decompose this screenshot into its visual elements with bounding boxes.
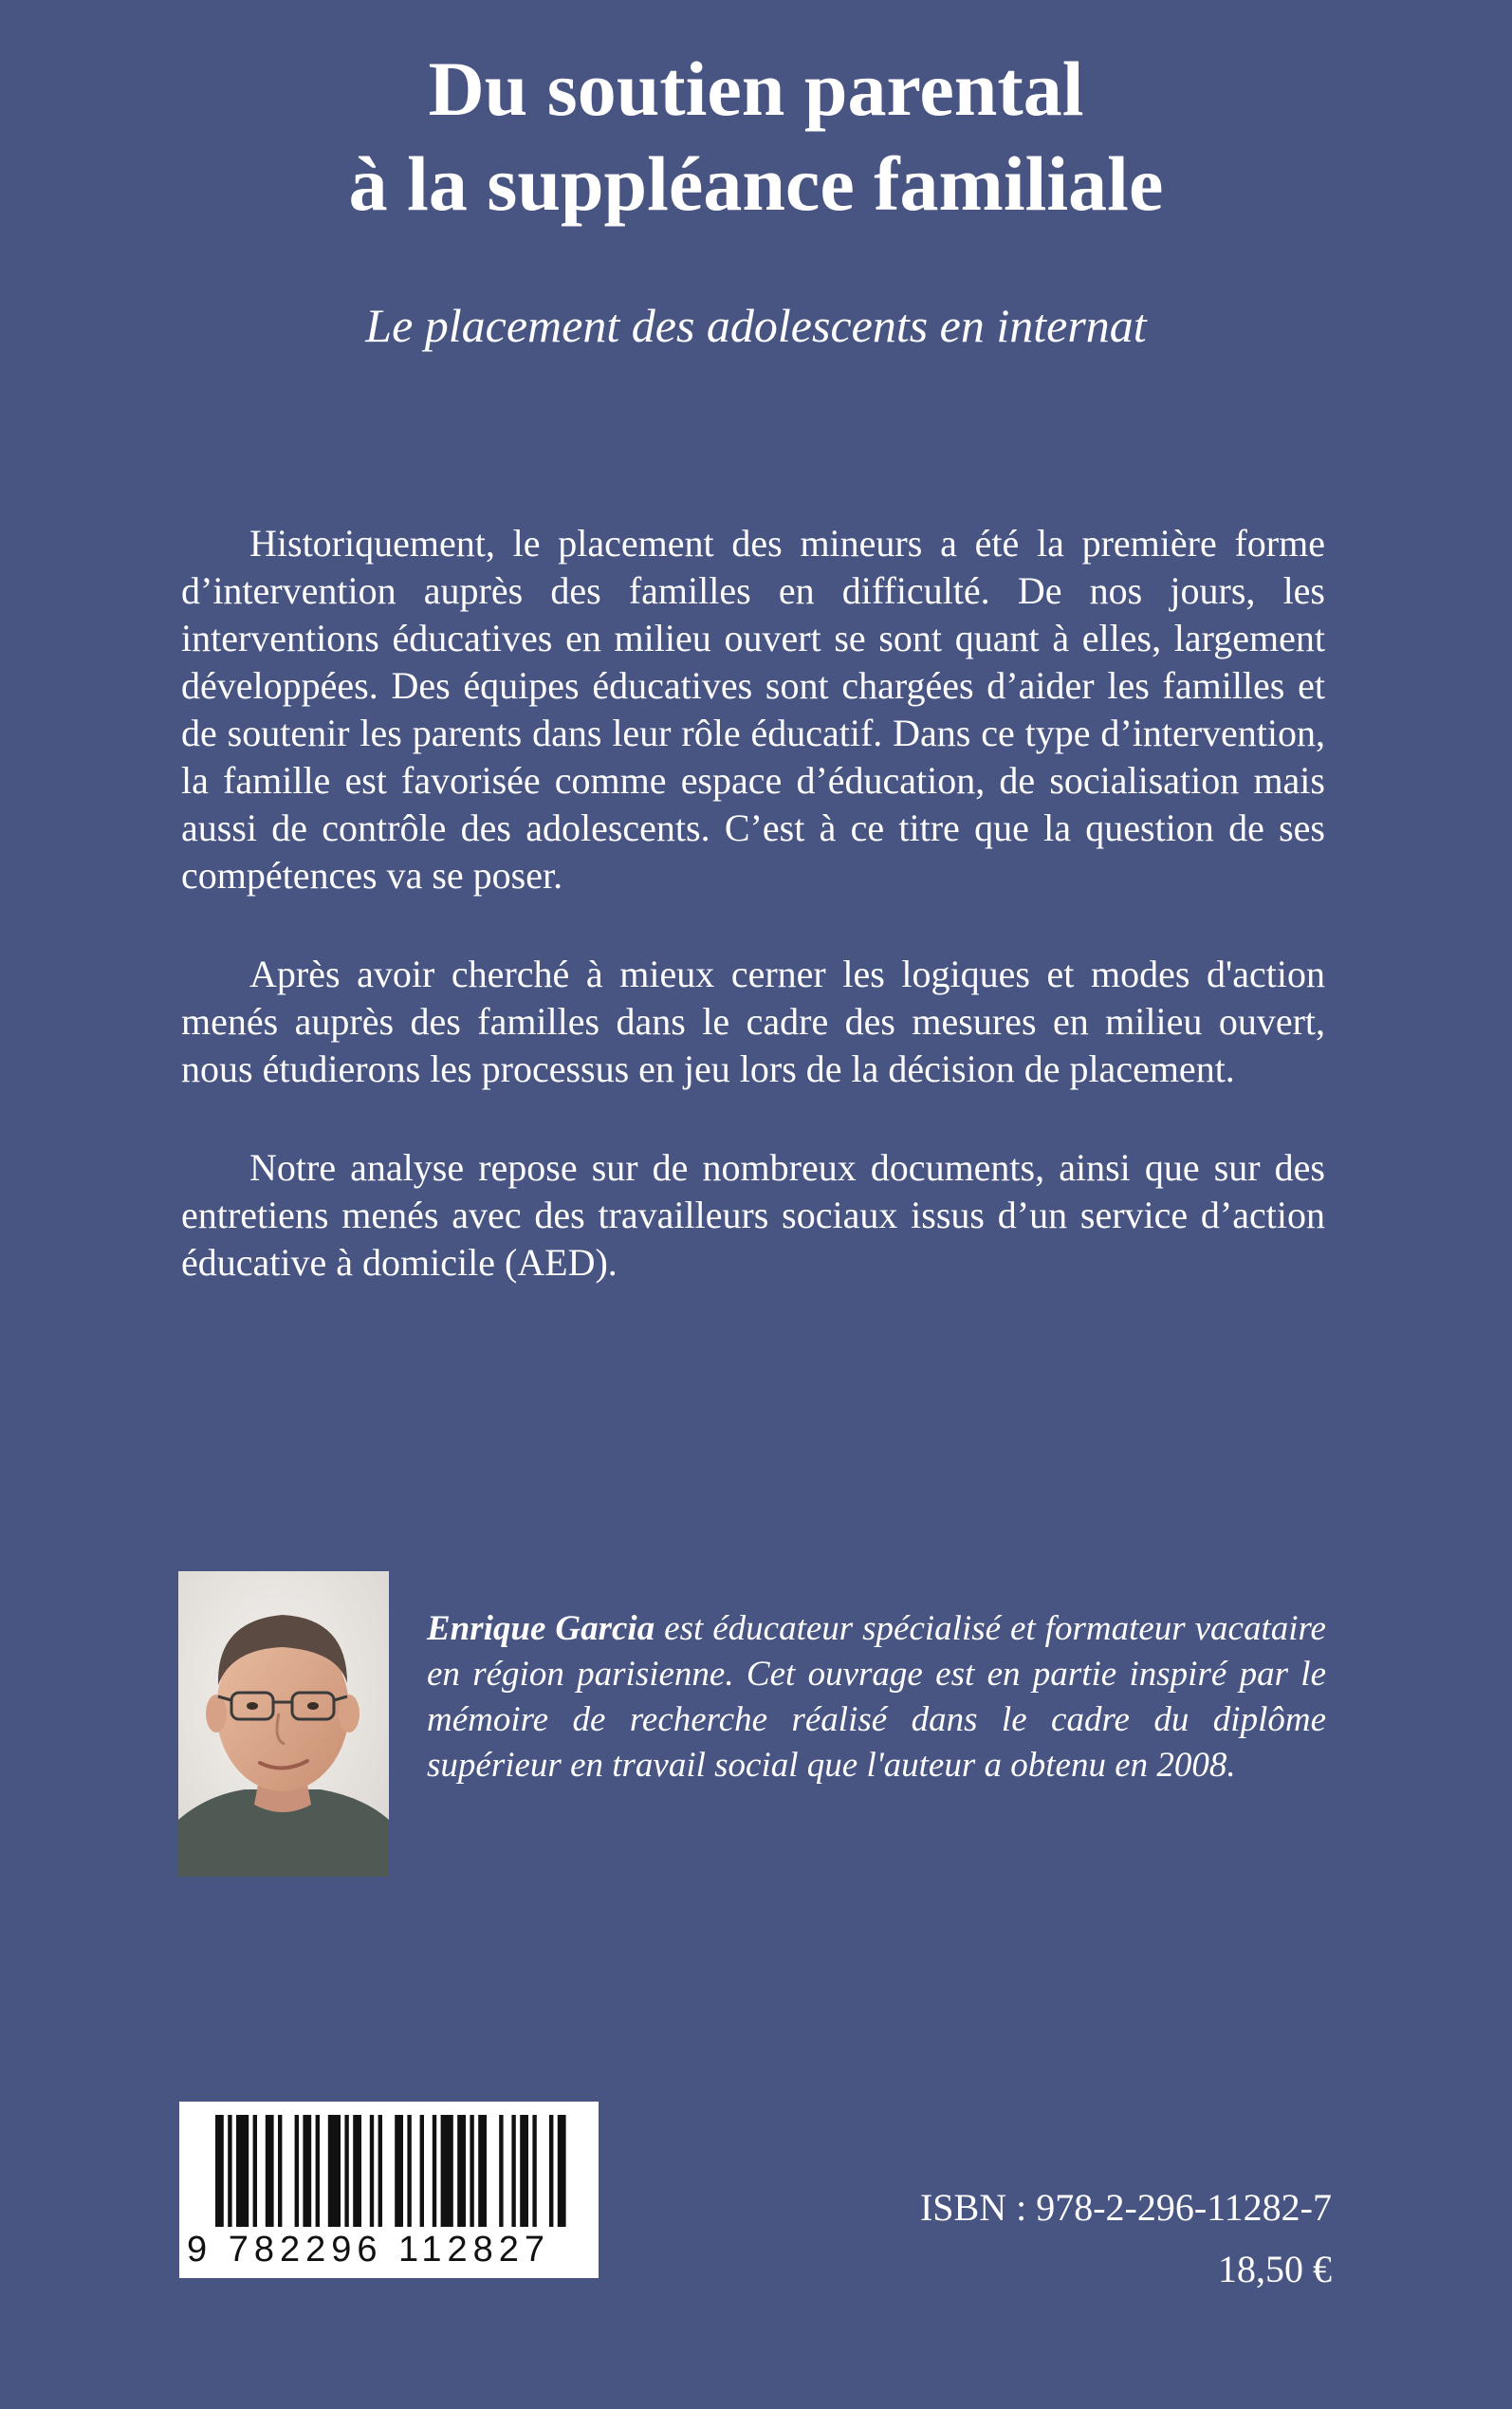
- book-title-line1: Du soutien parental: [428, 46, 1084, 132]
- barcode-bar: [395, 2115, 403, 2227]
- barcode-bar: [407, 2115, 411, 2227]
- barcode-bar: [316, 2115, 320, 2227]
- barcode-bar: [236, 2115, 249, 2227]
- barcode-bar: [433, 2115, 436, 2227]
- barcode-bar: [295, 2115, 299, 2227]
- book-title: [0, 42, 1512, 232]
- barcode-bar: [478, 2115, 487, 2227]
- barcode-bar: [511, 2115, 515, 2227]
- isbn-label: ISBN : 978-2-296-11282-7: [919, 2186, 1332, 2229]
- summary-paragraph: Historiquement, le placement des mineurs a été la première forme d’intervention auprès des familles en difficulté. De nos jours, les interventions éducatives en milieu ouvert se sont quant à elles, largement développées. Des équipes éducatives sont chargées d’aider les familles et de soutenir les parents dans leur rôle éducatif. Dans ce type d’intervention, la famille est favorisée comme espace d’éducation, de socialisation mais aussi de contrôle des adolescents. C’est à ce titre que la question de ses compétences va se poser.: [181, 522, 1325, 897]
- barcode-bar: [266, 2115, 274, 2227]
- barcode-bar: [370, 2115, 374, 2227]
- price-label: 18,50 €: [1218, 2248, 1332, 2290]
- book-subtitle: Le placement des adolescents en internat: [365, 299, 1147, 352]
- barcode-bar: [549, 2115, 553, 2227]
- barcode-bar: [441, 2115, 453, 2227]
- barcode: [179, 2102, 599, 2278]
- barcode-bar: [215, 2115, 224, 2227]
- summary-text: [181, 520, 1325, 1338]
- author-portrait-image: [178, 1571, 389, 1877]
- barcode-bar: [378, 2115, 382, 2227]
- author-bio: [427, 1606, 1326, 1788]
- author-name: Enrique Garcia: [427, 1609, 655, 1648]
- barcode-digits: 9 782296 112827: [187, 2230, 551, 2270]
- barcode-bar: [344, 2115, 348, 2227]
- barcode-bar: [303, 2115, 311, 2227]
- barcode-bar: [470, 2115, 473, 2227]
- book-title-line2: à la suppléance familiale: [348, 140, 1164, 227]
- barcode-bar: [532, 2115, 536, 2227]
- barcode-bar: [228, 2115, 231, 2227]
- summary-paragraph: Notre analyse repose sur de nombreux documents, ainsi que sur des entretiens menés avec des travailleurs sociaux issus d’un service d’action éducative à domicile (AED).: [181, 1146, 1325, 1284]
- summary-paragraph: Après avoir cherché à mieux cerner les logiques et modes d'action menés auprès des familles dans le cadre des mesures en milieu ouvert, nous étudierons les processus en jeu lors de la décision de placement.: [181, 953, 1325, 1090]
- barcode-bar: [499, 2115, 503, 2227]
- barcode-bar: [457, 2115, 466, 2227]
- barcode-bar: [328, 2115, 341, 2227]
- author-photo: [178, 1571, 389, 1877]
- barcode-bar: [278, 2115, 282, 2227]
- author-description: est éducateur spécialisé et formateur vacataire en région parisienne. Cet ouvrage est en partie inspiré par le mémoire de recherche réalisé dans le cadre du diplôme supérieur en travail social que l'auteur a obtenu en 2008.: [427, 1609, 1326, 1785]
- barcode-bar: [420, 2115, 424, 2227]
- barcode-bar: [353, 2115, 361, 2227]
- barcode-bar: [253, 2115, 257, 2227]
- barcode-bar: [520, 2115, 528, 2227]
- barcode-bar: [558, 2115, 566, 2227]
